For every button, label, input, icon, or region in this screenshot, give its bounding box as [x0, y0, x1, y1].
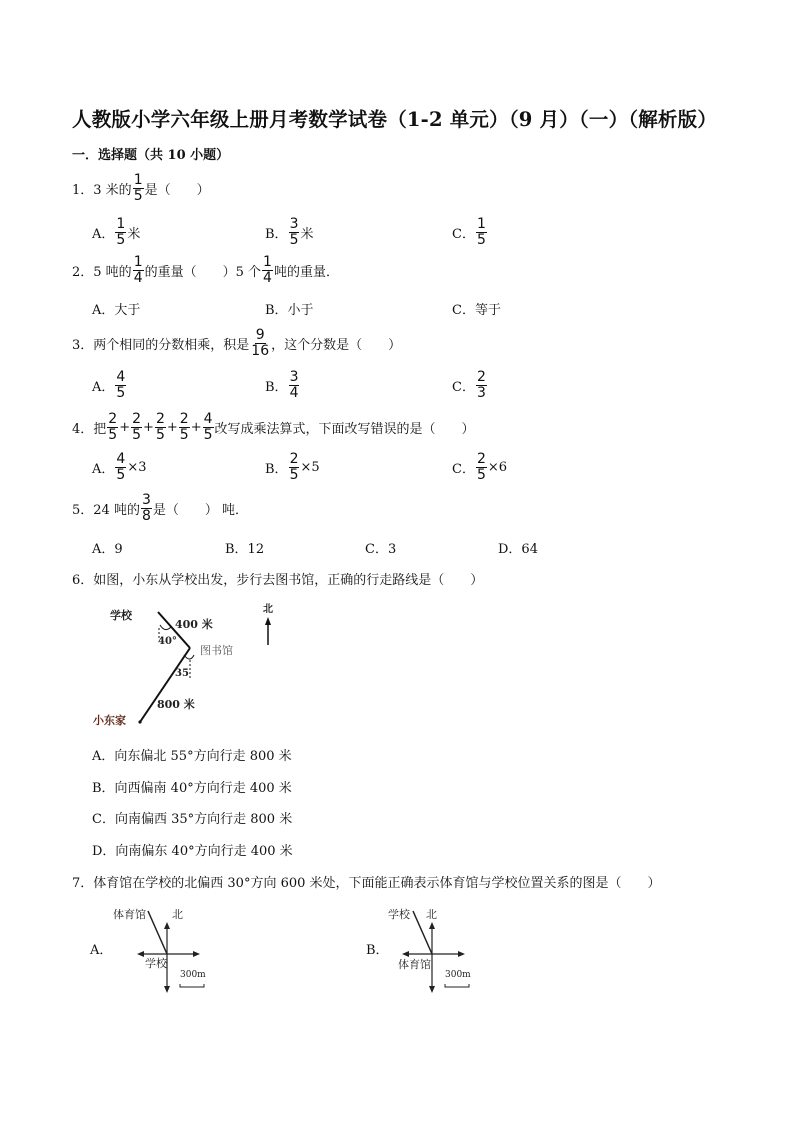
- a-label-north: 北: [172, 908, 183, 921]
- text-segment: B．: [366, 942, 389, 958]
- numerator: 3: [289, 368, 299, 385]
- text-segment: 2．5 吨的: [72, 264, 132, 280]
- text-segment: 5．24 吨的: [72, 502, 140, 518]
- text-segment: ×5: [300, 459, 320, 475]
- a-label-school: 学校: [145, 957, 167, 970]
- text-segment: 改写成乘法算式，下面改写错误的是（ ）: [214, 421, 475, 437]
- numerator: 2: [179, 410, 189, 427]
- text-segment: +: [143, 419, 154, 435]
- text-segment: 7．体育馆在学校的北偏西 30°方向 600 米处，下面能正确表示体育馆与学校位置关系的图是（ ）: [72, 875, 661, 891]
- text-segment: B．: [265, 461, 288, 477]
- text-segment: ×6: [487, 459, 508, 475]
- b-label-school: 学校: [388, 908, 410, 921]
- text-segment: 3．两个相同的分数相乘，积是: [72, 337, 250, 353]
- page-title: 人教版小学六年级上册月考数学试卷（1-2 单元）（9 月）（一）（解析版）: [72, 108, 718, 131]
- label-north: 北: [263, 604, 273, 615]
- denominator: 4: [289, 384, 299, 401]
- numerator: 1: [133, 253, 143, 270]
- denominator: 4: [263, 269, 272, 286]
- numerator: 1: [116, 215, 126, 232]
- numerator: 2: [132, 410, 142, 427]
- diagram-a: [137, 911, 204, 993]
- numerator: 4: [203, 410, 213, 427]
- text-segment: A．大于: [92, 302, 141, 318]
- text-segment: D．64: [498, 541, 538, 557]
- text-segment: C．: [452, 461, 475, 477]
- numerator: 2: [476, 368, 486, 385]
- numerator: 4: [116, 450, 126, 467]
- denominator: 5: [476, 231, 486, 248]
- numerator: 1: [263, 253, 272, 270]
- b-label-scale: 300m: [445, 970, 471, 980]
- text-segment: C．3: [365, 541, 397, 557]
- text-segment: B．向西偏南 40°方向行走 400 米: [92, 780, 292, 796]
- denominator: 5: [179, 426, 189, 443]
- label-angle2: 35: [175, 668, 189, 679]
- text-segment: A．: [92, 226, 115, 242]
- denominator: 5: [116, 466, 126, 483]
- numerator: 2: [155, 410, 165, 427]
- text-segment: 米: [300, 226, 314, 242]
- label-dist1: 400 米: [175, 618, 213, 631]
- denominator: 5: [289, 231, 299, 248]
- text-segment: 是（ ） 吨．: [152, 502, 249, 518]
- denominator: 5: [116, 231, 126, 248]
- a-label-scale: 300m: [180, 970, 206, 980]
- text-segment: A．: [90, 942, 113, 958]
- numerator: 2: [476, 450, 486, 467]
- home-point: [138, 720, 141, 723]
- text-segment: A．向东偏北 55°方向行走 800 米: [92, 748, 292, 764]
- label-school: 学校: [110, 609, 132, 622]
- denominator: 5: [289, 466, 299, 483]
- denominator: 4: [133, 269, 143, 286]
- text-segment: C．向南偏西 35°方向行走 800 米: [92, 811, 293, 827]
- text-segment: 4．把: [72, 421, 107, 437]
- label-library: 图书馆: [200, 644, 233, 657]
- text-segment: A．: [92, 461, 115, 477]
- text-segment: B．: [265, 226, 288, 242]
- denominator: 5: [155, 426, 165, 443]
- text-segment: 吨的重量．: [273, 264, 339, 280]
- numerator: 2: [108, 410, 118, 427]
- section-heading: 一．选择题（共 10 小题）: [72, 148, 230, 163]
- text-segment: A．: [92, 379, 115, 395]
- numerator: 3: [141, 491, 151, 508]
- denominator: 5: [203, 426, 213, 443]
- denominator: 5: [133, 187, 143, 204]
- diagram-b: [402, 911, 469, 993]
- numerator: 9: [255, 326, 265, 343]
- text-segment: B．小于: [265, 302, 314, 318]
- text-segment: 6．如图，小东从学校出发，步行去图书馆，正确的行走路线是（ ）: [72, 572, 484, 588]
- text-segment: 1．3 米的: [72, 182, 132, 198]
- numerator: 3: [289, 215, 299, 232]
- text-segment: D．向南偏东 40°方向行走 400 米: [92, 843, 293, 859]
- label-home: 小东家: [93, 714, 126, 727]
- b-label-gym: 体育馆: [398, 958, 431, 971]
- text-segment: 米: [127, 226, 141, 242]
- denominator: 3: [476, 384, 486, 401]
- b-label-north: 北: [426, 908, 437, 921]
- text-segment: +: [119, 419, 131, 435]
- text-segment: ，这个分数是（ ）: [271, 337, 402, 353]
- denominator: 8: [141, 507, 151, 524]
- numerator: 1: [476, 215, 486, 232]
- text-segment: +: [190, 419, 202, 435]
- text-segment: C．: [452, 379, 475, 395]
- text-segment: C．等于: [452, 302, 501, 318]
- text-segment: 是（ ）: [144, 182, 210, 198]
- numerator: 2: [289, 450, 299, 467]
- denominator: 5: [132, 426, 142, 443]
- text-segment: 的重量（ ）5 个: [144, 264, 262, 280]
- denominator: 16: [251, 342, 270, 359]
- denominator: 5: [116, 384, 126, 401]
- denominator: 5: [108, 426, 118, 443]
- a-label-gym: 体育馆: [113, 908, 146, 921]
- text-segment: +: [166, 419, 178, 435]
- text-segment: B．: [265, 379, 288, 395]
- text-segment: A．9: [92, 541, 123, 557]
- numerator: 1: [133, 171, 143, 188]
- numerator: 4: [116, 368, 126, 385]
- text-segment: B．12: [225, 541, 265, 557]
- denominator: 5: [476, 466, 486, 483]
- label-angle1: 40°: [158, 636, 177, 647]
- label-dist2: 800 米: [157, 698, 195, 711]
- text-segment: ×3: [127, 459, 147, 475]
- text-segment: C．: [452, 226, 475, 242]
